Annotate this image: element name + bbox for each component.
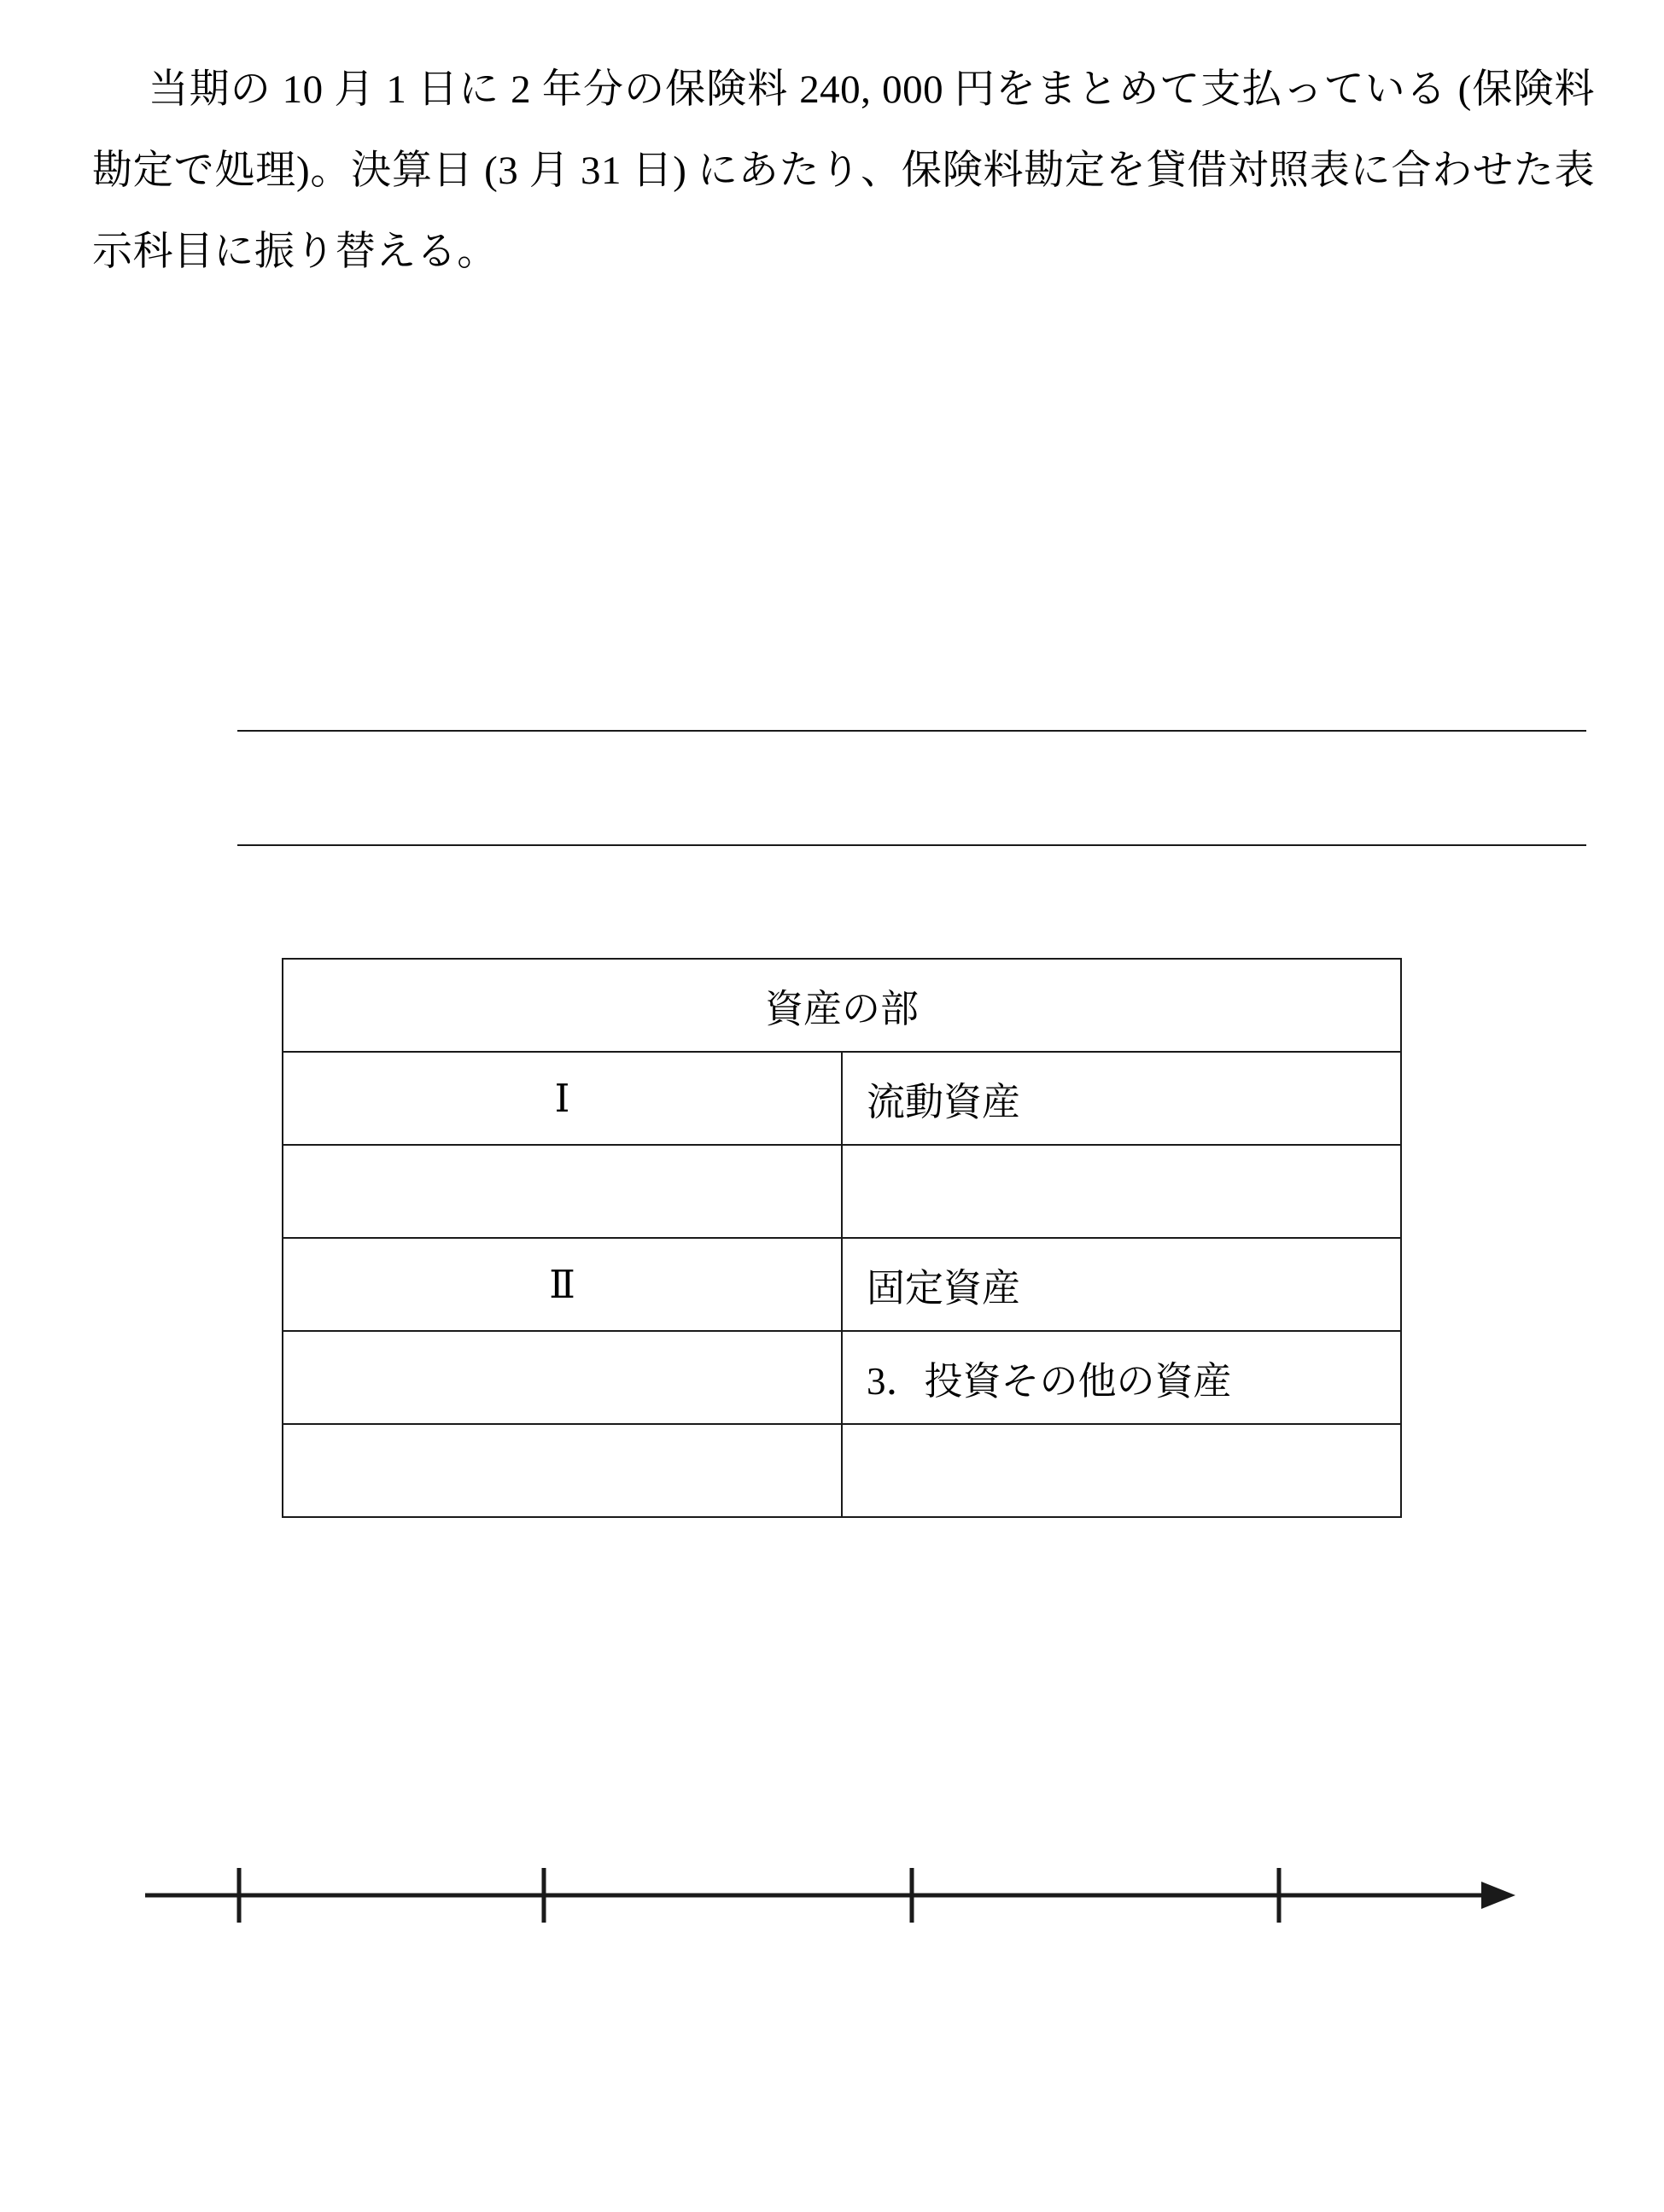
table-row-header xyxy=(283,959,1401,1052)
table-row xyxy=(283,1331,1401,1424)
arrow-right-icon xyxy=(1481,1882,1515,1909)
table-row xyxy=(283,1052,1401,1145)
row-number-5 xyxy=(283,1424,842,1517)
table-row xyxy=(283,1145,1401,1238)
row-label-1: 流動資産 xyxy=(842,1052,1401,1145)
row-number-3: Ⅱ xyxy=(283,1238,842,1331)
answer-lines-group xyxy=(237,730,1586,846)
balance-sheet-title: 資産の部 xyxy=(283,959,1401,1052)
row-label-5[interactable] xyxy=(842,1424,1401,1517)
row-number-2 xyxy=(283,1145,842,1238)
row-number-4 xyxy=(283,1331,842,1424)
problem-statement xyxy=(92,50,1595,293)
answer-line-1[interactable] xyxy=(237,730,1586,732)
row-label-3: 固定資産 xyxy=(842,1238,1401,1331)
problem-statement-text: 当期の 10 月 1 日に 2 年分の保険料 240, 000 円をまとめて支払っている (保険料勘定で処理)。決算日 (3 月 31 日) にあたり、保険料勘定を貸借対照表に合わせた表示科目に振り替える。 xyxy=(92,67,1595,274)
answer-line-2[interactable] xyxy=(237,844,1586,846)
balance-sheet-table xyxy=(282,958,1402,1518)
table-row xyxy=(283,1424,1401,1517)
row-label-2[interactable] xyxy=(842,1145,1401,1238)
timeline-diagram xyxy=(128,1844,1528,1946)
row-number-1: Ⅰ xyxy=(283,1052,842,1145)
timeline-svg xyxy=(128,1844,1528,1946)
row-label-4: 3．投資その他の資産 xyxy=(842,1331,1401,1424)
table-row xyxy=(283,1238,1401,1331)
